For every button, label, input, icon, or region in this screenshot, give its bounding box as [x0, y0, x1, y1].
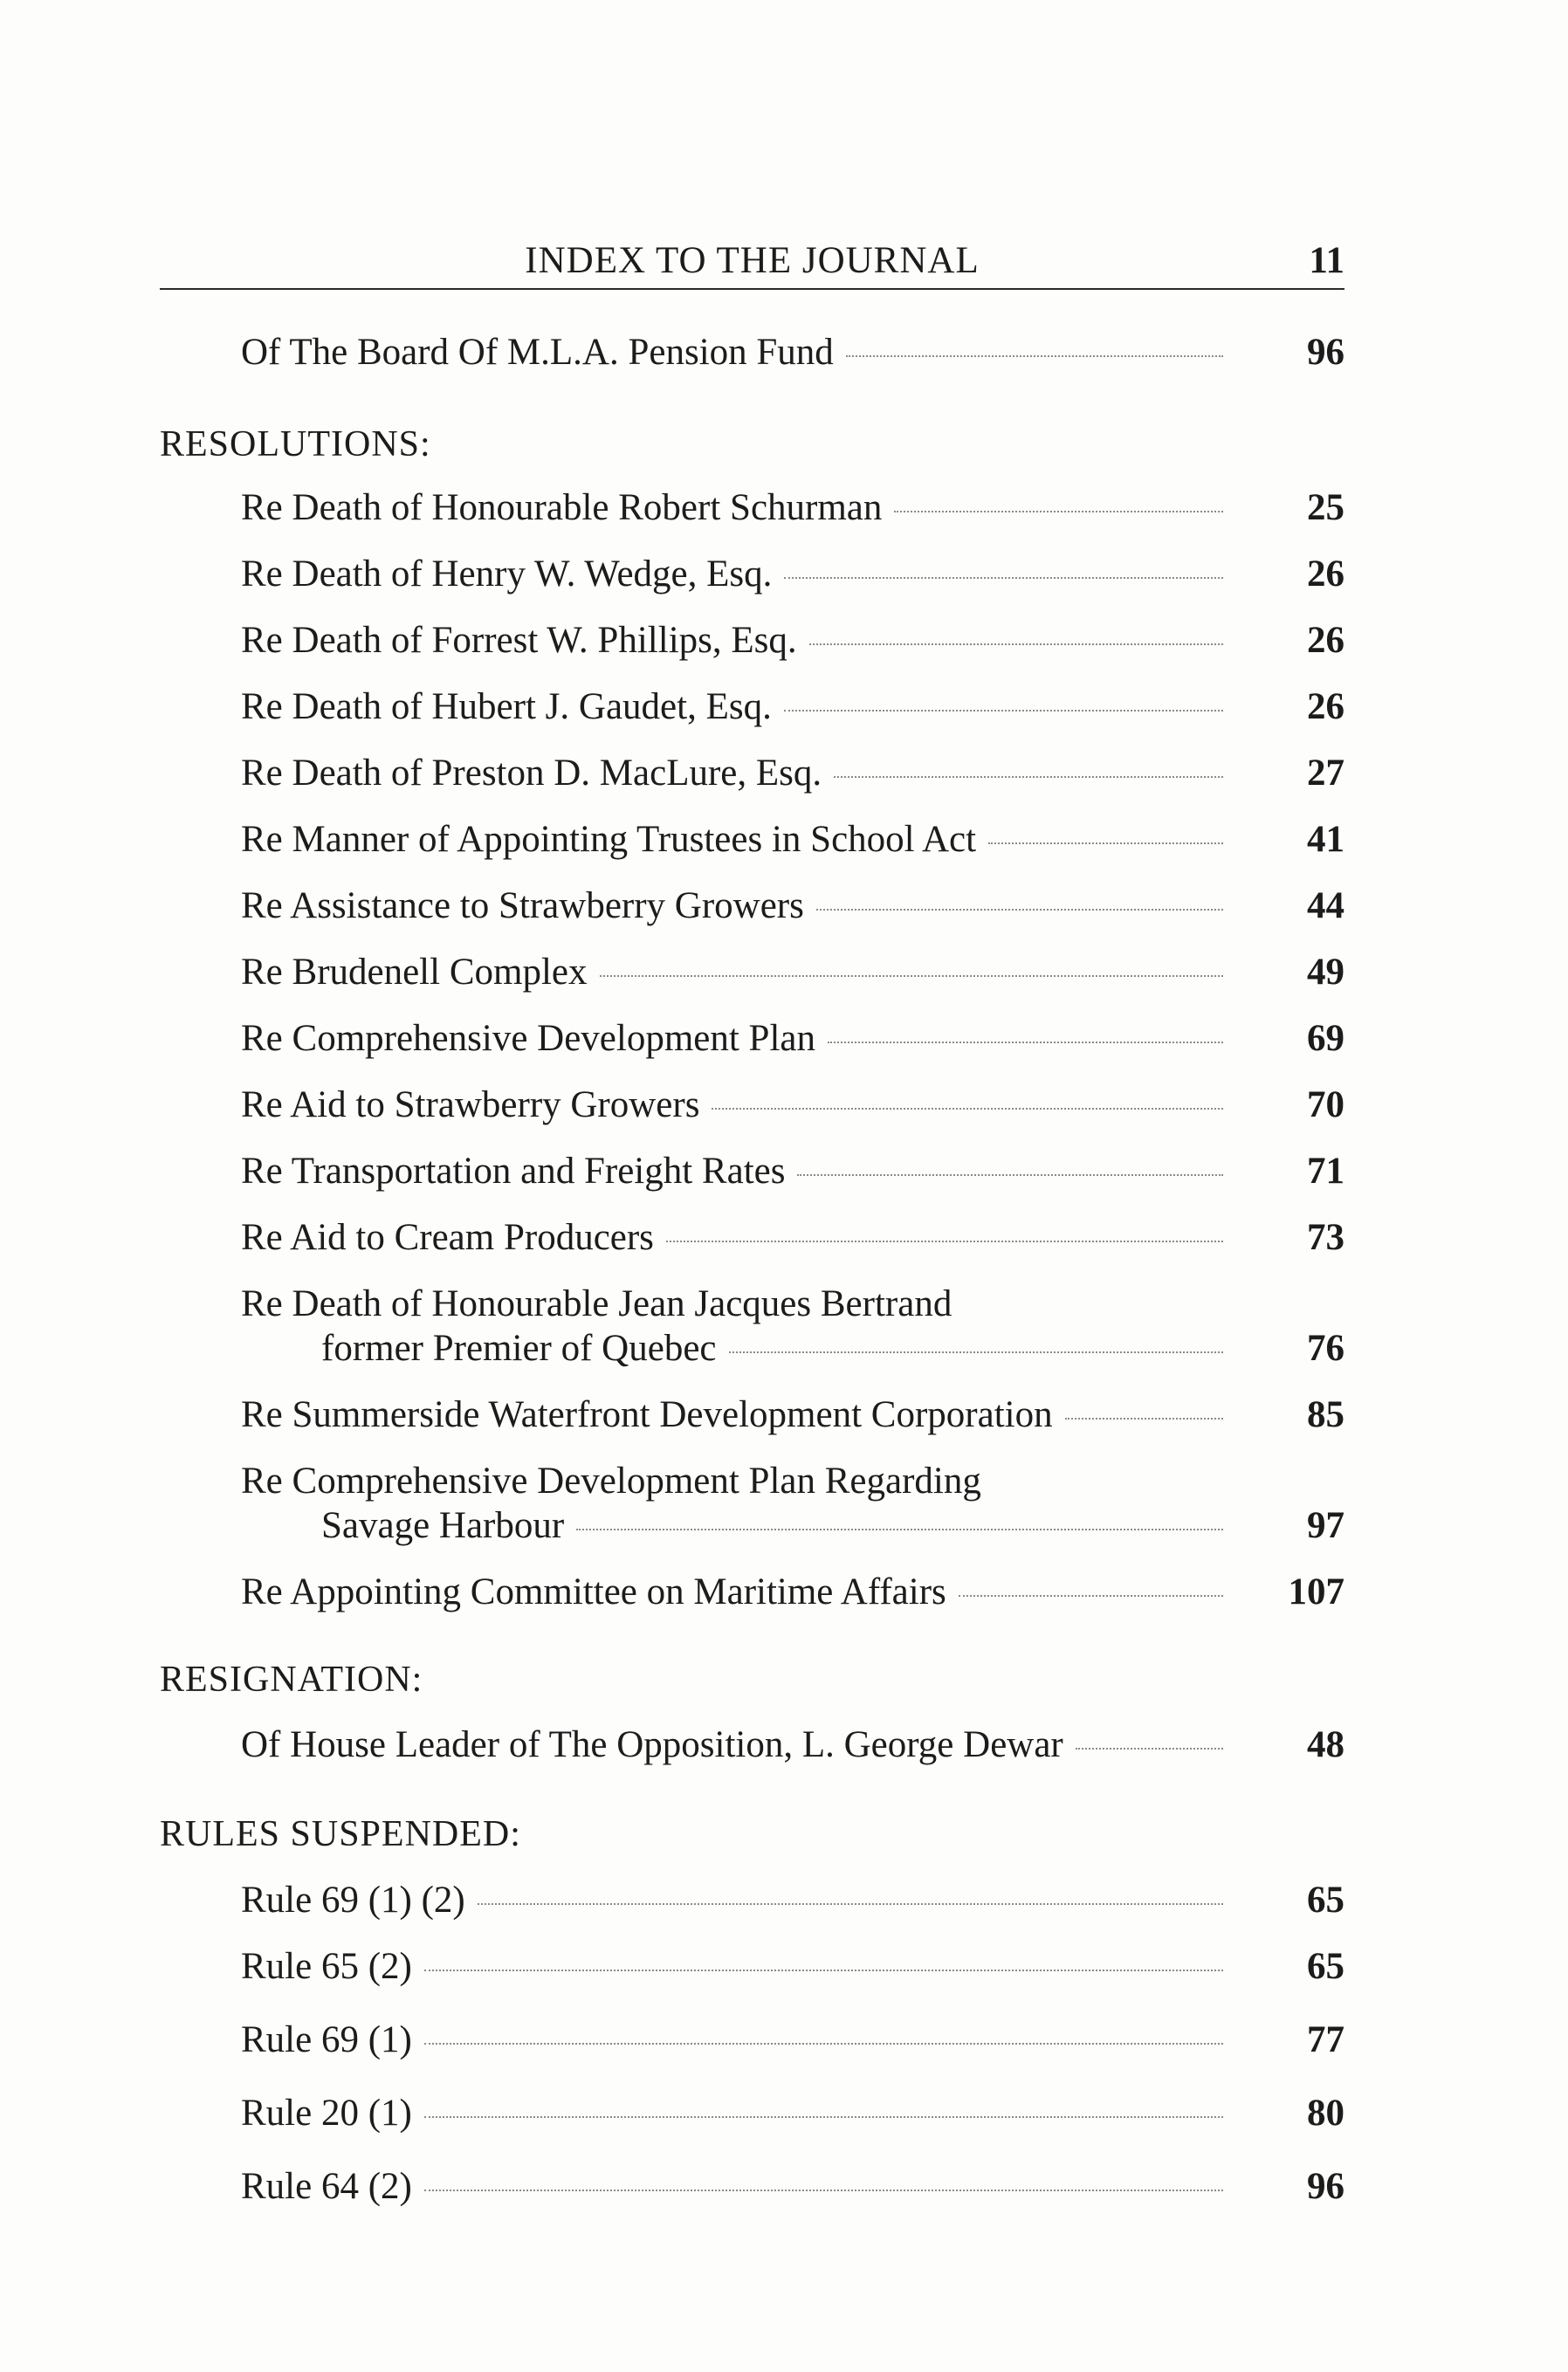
entry-page: 26 [1307, 553, 1344, 595]
index-entry [241, 751, 1344, 796]
entry-page: 80 [1307, 2093, 1344, 2134]
leader-dots [576, 1529, 1223, 1530]
entry-page: 77 [1307, 2019, 1344, 2060]
index-entry [241, 618, 1344, 663]
leader-dots [1065, 1418, 1223, 1420]
entry-page: 71 [1307, 1151, 1344, 1192]
entry-page: 69 [1307, 1018, 1344, 1059]
index-entry [241, 684, 1344, 730]
index-entry [241, 817, 1344, 863]
entry-label: Re Transportation and Freight Rates [241, 1151, 786, 1192]
entry-label: Rule 69 (1) (2) [241, 1880, 465, 1921]
entry-label-line1: Re Comprehensive Development Plan Regarding [241, 1461, 981, 1502]
page-number: 11 [1309, 240, 1344, 281]
leader-dots [834, 776, 1223, 778]
leader-dots [959, 1595, 1223, 1597]
leader-dots [424, 2043, 1223, 2045]
entry-label: Re Death of Honourable Robert Schurman [241, 487, 883, 528]
leader-dots [784, 577, 1223, 579]
entry-label: Re Comprehensive Development Plan [241, 1018, 815, 1059]
entry-page: 41 [1307, 819, 1344, 860]
entry-label: Of House Leader of The Opposition, L. George Dewar [241, 1724, 1063, 1765]
section-heading-resolutions: RESOLUTIONS: [160, 424, 431, 464]
entry-page: 48 [1307, 1724, 1344, 1765]
leader-dots [666, 1241, 1223, 1242]
leader-dots [712, 1108, 1223, 1110]
entry-label: Re Summerside Waterfront Development Corporation [241, 1394, 1053, 1435]
leader-dots [828, 1042, 1223, 1043]
index-entry [241, 950, 1344, 995]
index-entry [241, 330, 1344, 375]
leader-dots [424, 1970, 1223, 1971]
index-entry [321, 1326, 1344, 1372]
leader-dots [894, 511, 1223, 512]
entry-page: 49 [1307, 952, 1344, 993]
entry-label: Of The Board Of M.L.A. Pension Fund [241, 332, 834, 373]
entry-label: Re Death of Forrest W. Phillips, Esq. [241, 620, 797, 661]
entry-page: 96 [1307, 2166, 1344, 2207]
index-entry [241, 1392, 1344, 1438]
entry-label: Re Death of Henry W. Wedge, Esq. [241, 553, 773, 595]
index-entry [241, 1215, 1344, 1261]
entry-label: Rule 69 (1) [241, 2019, 412, 2060]
index-entry [241, 883, 1344, 929]
entry-page: 76 [1307, 1328, 1344, 1369]
leader-dots [816, 909, 1223, 911]
entry-label: Re Aid to Cream Producers [241, 1217, 654, 1258]
entry-label: Re Aid to Strawberry Growers [241, 1084, 700, 1125]
index-entry [241, 1570, 1344, 1615]
entry-label: Re Death of Hubert J. Gaudet, Esq. [241, 686, 772, 727]
entry-label: Savage Harbour [321, 1505, 565, 1546]
leader-dots [729, 1351, 1224, 1353]
entry-label-line1: Re Death of Honourable Jean Jacques Bertrand [241, 1283, 952, 1324]
entry-label: Rule 65 (2) [241, 1946, 412, 1987]
index-entry [241, 2018, 1344, 2063]
entry-page: 26 [1307, 620, 1344, 661]
section-heading-resignation: RESIGNATION: [160, 1660, 423, 1700]
leader-dots [478, 1903, 1223, 1905]
entry-label: Re Appointing Committee on Maritime Affairs [241, 1571, 946, 1612]
leader-dots [1076, 1748, 1223, 1750]
leader-dots [809, 643, 1223, 645]
entry-page: 107 [1288, 1571, 1344, 1612]
running-head [160, 239, 1344, 290]
index-entry [241, 1149, 1344, 1194]
entry-label: Re Brudenell Complex [241, 952, 588, 993]
leader-dots [846, 355, 1223, 357]
entry-label: Rule 64 (2) [241, 2166, 412, 2207]
index-entry [241, 2091, 1344, 2136]
entry-page: 85 [1307, 1394, 1344, 1435]
leader-dots [424, 2116, 1223, 2118]
entry-page: 65 [1307, 1946, 1344, 1987]
index-entry [241, 485, 1344, 531]
leader-dots [600, 975, 1224, 977]
index-entry [241, 1878, 1344, 1923]
index-entry [241, 1722, 1344, 1768]
entry-label: Rule 20 (1) [241, 2093, 412, 2134]
entry-page: 25 [1307, 487, 1344, 528]
entry-label: Re Manner of Appointing Trustees in School Act [241, 819, 977, 860]
leader-dots [424, 2190, 1223, 2191]
entry-label: Re Death of Preston D. MacLure, Esq. [241, 753, 822, 794]
entry-page: 26 [1307, 686, 1344, 727]
entry-page: 70 [1307, 1084, 1344, 1125]
leader-dots [988, 842, 1223, 844]
index-entry [241, 1083, 1344, 1128]
index-entry [241, 1016, 1344, 1062]
entry-page: 97 [1307, 1505, 1344, 1546]
index-entry [241, 552, 1344, 597]
section-heading-rules-suspended: RULES SUSPENDED: [160, 1814, 521, 1854]
leader-dots [797, 1174, 1223, 1176]
entry-page: 96 [1307, 332, 1344, 373]
entry-page: 73 [1307, 1217, 1344, 1258]
index-entry [241, 1944, 1344, 1990]
entry-page: 65 [1307, 1880, 1344, 1921]
index-entry [321, 1503, 1344, 1549]
running-title: INDEX TO THE JOURNAL [525, 240, 980, 281]
index-entry [241, 2164, 1344, 2210]
entry-page: 44 [1307, 885, 1344, 926]
entry-page: 27 [1307, 753, 1344, 794]
entry-label: Re Assistance to Strawberry Growers [241, 885, 804, 926]
entry-label: former Premier of Quebec [321, 1328, 717, 1369]
leader-dots [784, 710, 1223, 712]
